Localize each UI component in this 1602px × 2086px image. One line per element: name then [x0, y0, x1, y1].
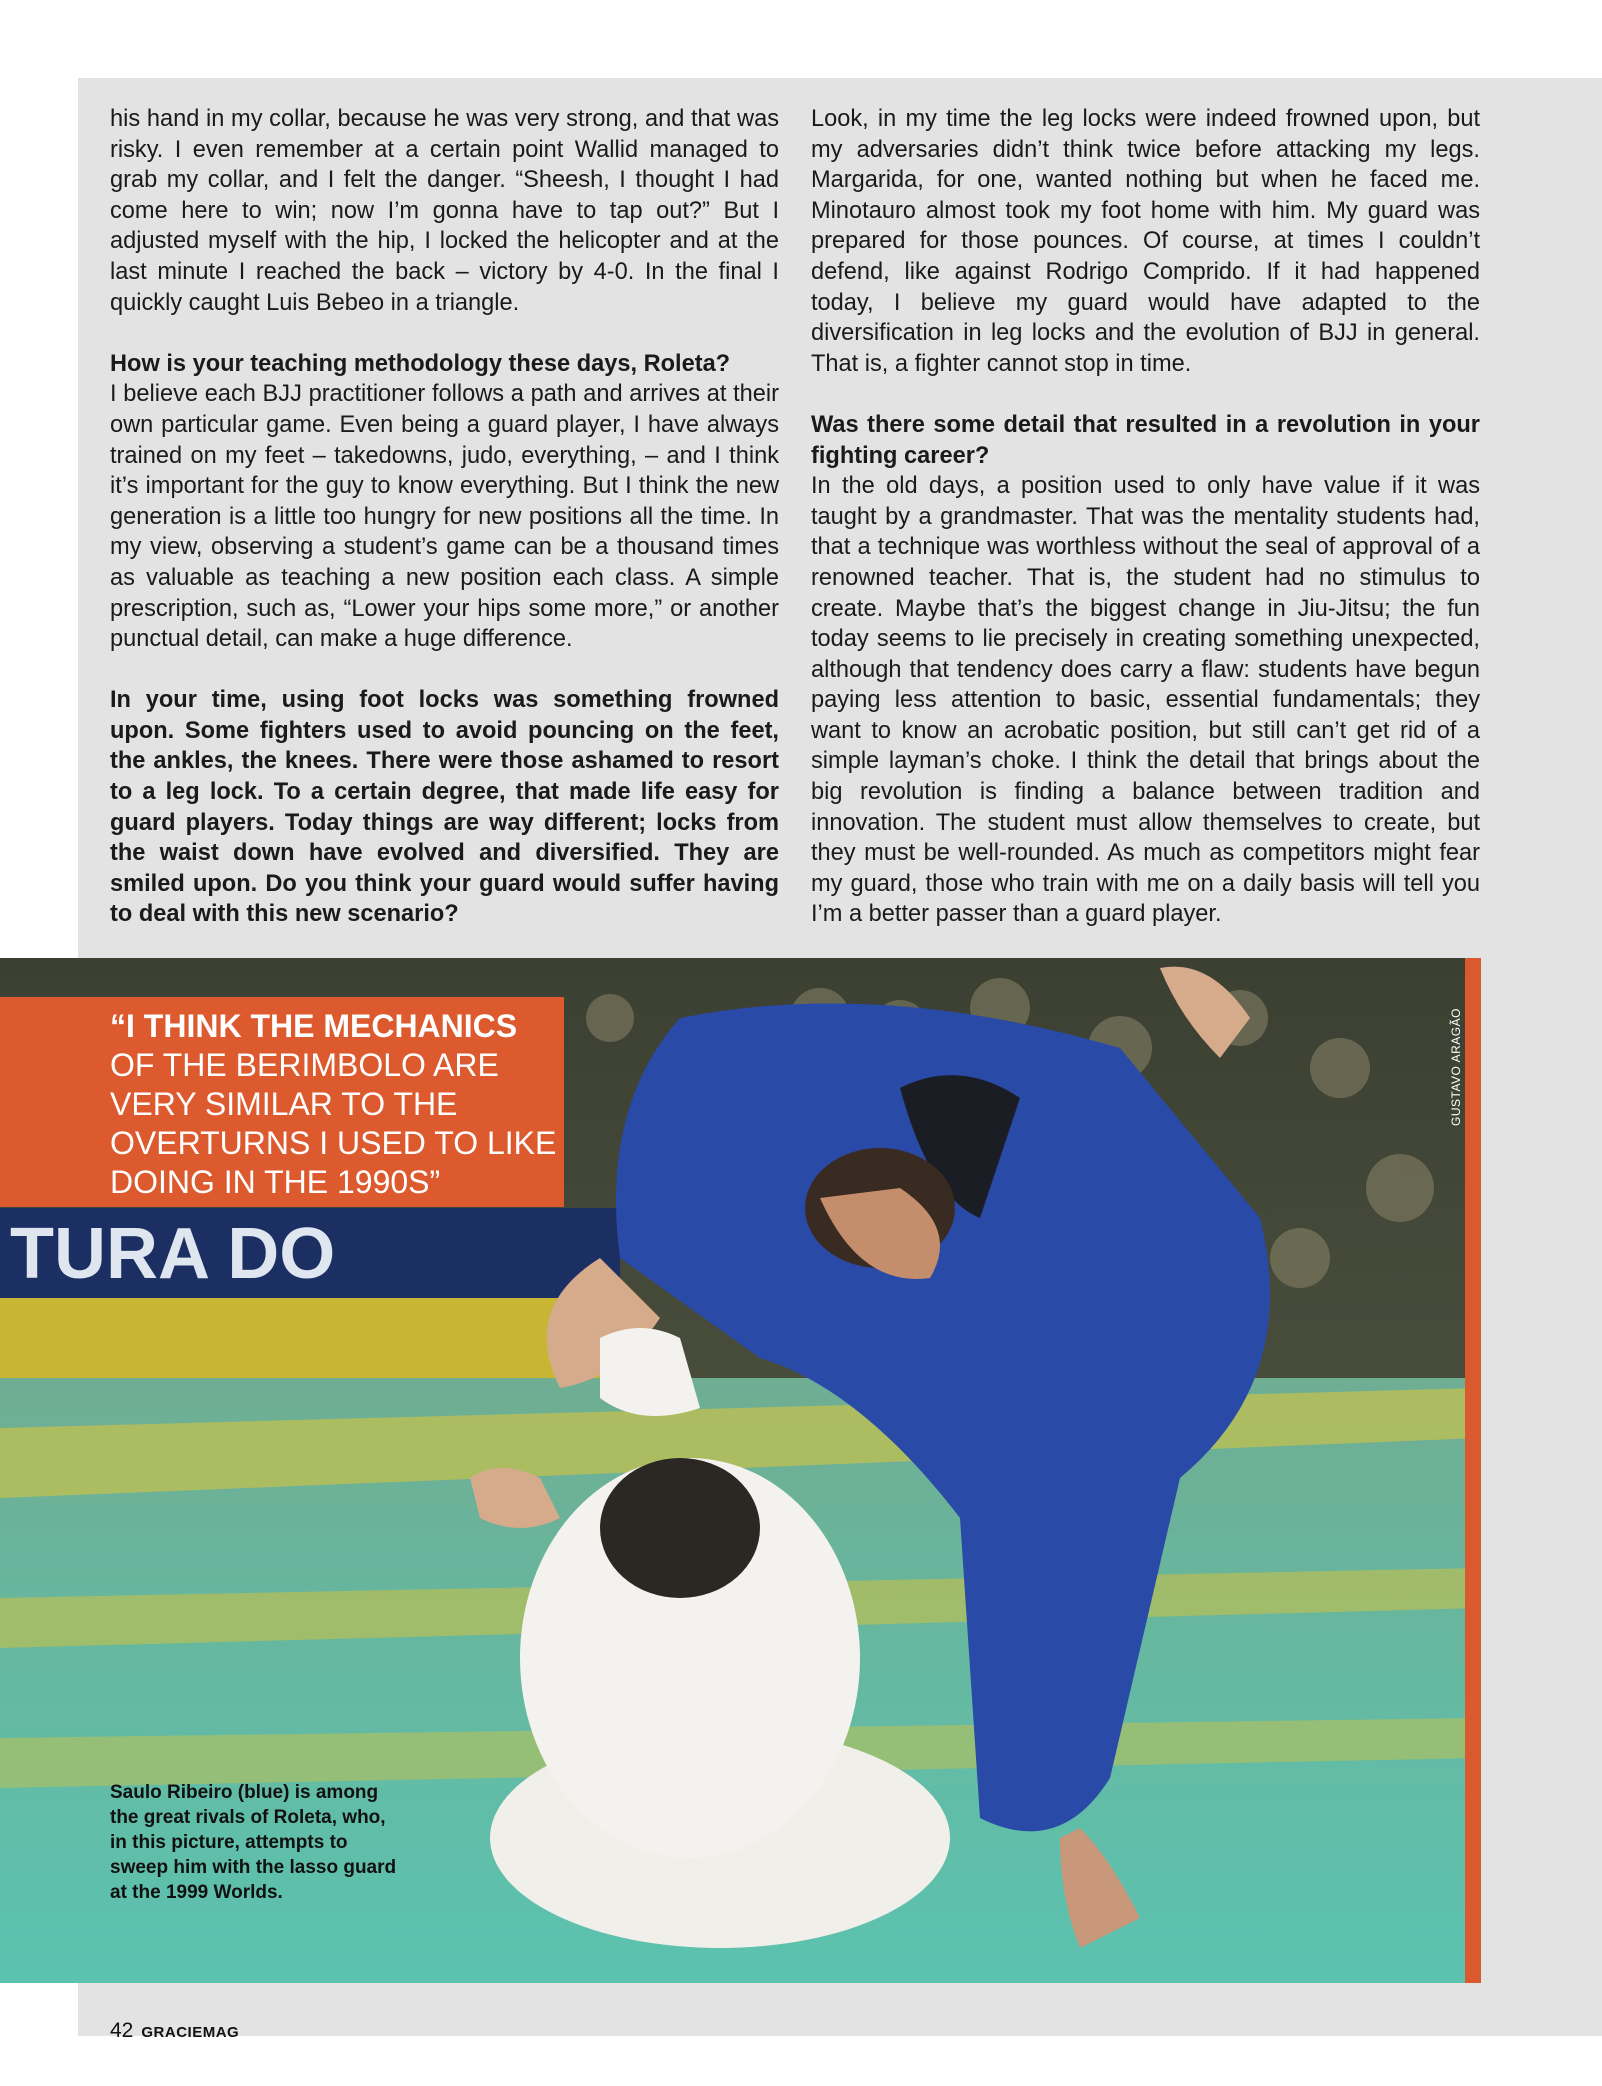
- answer-revolution: In the old days, a position used to only have value if it was taught by a grandmaster. That was the mentality students had, that a technique was worthless without the seal of approval of a renowned teacher. That is, the student had no stimulus to create. Maybe that’s the biggest change in Jiu-Jitsu; the fun today seems to lie precisely in creating something unexpected, although that tendency does carry a flaw: students have begun paying less attention to basic, essential fundamentals; they want to know an acrobatic position, but still can’t get rid of a simple layman’s choke. I think the detail that brings about the big revolution is finding a balance between tradition and innovation. The student must allow themselves to create, but they must be well-rounded. As much as competitors might fear my guard, those who train with me on a daily basis will tell you I’m a better passer than a guard player.: [811, 473, 1480, 928]
- left-paragraph-1: his hand in my collar, because he was very strong, and that was risky. I even remember at a certain point Wallid managed to grab my collar, and I felt the danger. “Sheesh, I thought I had come here to win; now I’m gonna have to tap out?” But I adjusted myself with the hip, I locked the helicopter and at the last minute I reached the back – victory by 4-0. In the final I quickly caught Luis Bebeo in a triangle.: [110, 106, 779, 316]
- accent-strip: [1465, 958, 1481, 1983]
- magazine-name: GRACIEMAG: [141, 2024, 240, 2041]
- question-revolution: Was there some detail that resulted in a revolution in your fighting career?: [811, 411, 1480, 469]
- pull-quote-lead: “I THINK THE MECHANICS: [110, 1008, 518, 1044]
- page-footer: [110, 2019, 239, 2043]
- pull-quote: [0, 997, 564, 1207]
- banner-text: TURA DO: [10, 1214, 336, 1294]
- right-column: [811, 104, 1480, 930]
- question-teaching: How is your teaching methodology these days, Roleta?: [110, 350, 731, 377]
- photo-credit: GUSTAVO ARAGÃO: [1449, 1008, 1463, 1126]
- answer-teaching: I believe each BJJ practitioner follows a path and arrives at their own particular game. Even being a guard player, I have always trained on my feet – takedowns, judo, everything, – and I think it’s important for the guy to know everything. But I think the new generation is a little too hungry for new positions all the time. In my view, observing a student’s game can be a thousand times as valuable as teaching a new position each class. A simple prescription, such as, “Lower your hips some more,” or another punctual detail, can make a huge difference.: [110, 381, 779, 653]
- left-column: [110, 104, 779, 930]
- pull-quote-rest: OF THE BERIMBOLO ARE VERY SIMILAR TO THE OVERTURNS I USED TO LIKE DOING IN THE 1990S”: [110, 1047, 557, 1200]
- photo-caption: Saulo Ribeiro (blue) is among the great rivals of Roleta, who, in this picture, attempts to sweep him with the lasso guard at the 1999 Worlds.: [110, 1782, 397, 1903]
- answer-foot-locks: Look, in my time the leg locks were indeed frowned upon, but my adversaries didn’t think twice before attacking my legs. Margarida, for one, wanted nothing but when he faced me. Minotauro almost took my foot home with him. My guard was prepared for those pounces. Of course, at times I couldn’t defend, like against Rodrigo Comprido. If it had happened today, I believe my guard would have adapted to the diversification in leg locks and the evolution of BJJ in general. That is, a fighter cannot stop in time.: [811, 106, 1480, 377]
- question-foot-locks: In your time, using foot locks was something frowned upon. Some fighters used to avoid pouncing on the feet, the ankles, the knees. There were those ashamed to resort to a leg lock. To a certain degree, that made life easy for guard players. Today things are way different; locks from the waist down have evolved and diversified. They are smiled upon. Do you think your guard would suffer having to deal with this new scenario?: [110, 687, 779, 928]
- page-number: 42: [110, 2019, 134, 2042]
